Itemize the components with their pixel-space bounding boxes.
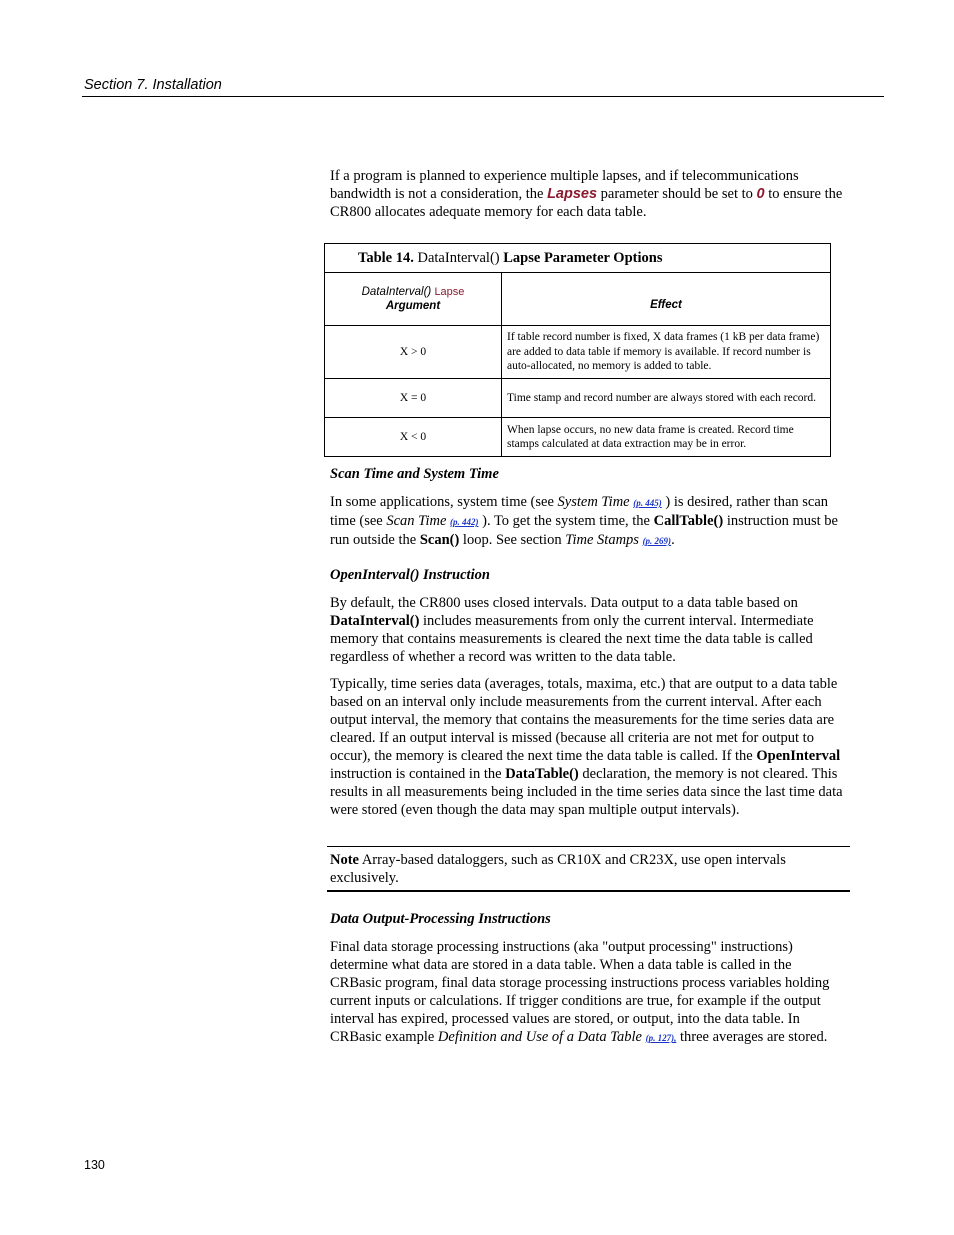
time-stamps-ref: Time Stamps xyxy=(565,532,639,548)
scan-instruction: Scan() xyxy=(419,532,460,548)
scan-text: . xyxy=(671,532,675,548)
argument-cell: X < 0 xyxy=(325,418,502,457)
openinterval-paragraph-2 xyxy=(330,675,846,819)
arg-header-lapse: Lapse xyxy=(434,286,465,298)
scan-text: loop. See section xyxy=(459,532,566,548)
intro-text: parameter should be set to xyxy=(597,186,757,202)
openinterval-text: declaration, the memory is not cleared. This results in all measurements being included in the time series data since the last time data were stored (even though the data may span multiple output intervals). xyxy=(330,766,843,818)
intro-text: If a program is planned to experience multiple lapses, and if telecommunications bandwidth is not a consideration, the xyxy=(330,168,799,202)
output-text: three averages are stored. xyxy=(676,1029,828,1045)
page-number: 130 xyxy=(84,1158,105,1172)
data-table-example-ref: Definition and Use of a Data Table xyxy=(437,1029,642,1045)
scan-text: ). To get the system time, the xyxy=(478,513,654,529)
datainterval-instruction: DataInterval() xyxy=(330,613,420,629)
scan-time-page-link[interactable]: (p. 442) xyxy=(450,517,479,527)
scan-text: In some applications, system time (see xyxy=(330,494,558,510)
scan-text: ) is desired, rather than scan time (see xyxy=(330,494,829,529)
openinterval-heading: OpenInterval() Instruction xyxy=(330,567,490,583)
caption-title: Lapse Parameter Options xyxy=(503,249,663,266)
openinterval-paragraph-1 xyxy=(330,594,846,666)
lapses-parameter: Lapses xyxy=(547,186,598,202)
zero-value: 0 xyxy=(756,186,765,202)
system-time-ref: System Time xyxy=(557,494,630,510)
effect-column-header: Effect xyxy=(502,273,831,326)
argument-cell: X = 0 xyxy=(325,379,502,418)
data-table-example-page-link[interactable]: (p. 127), xyxy=(645,1033,677,1043)
effect-cell: When lapse occurs, no new data frame is created. Record time stamps calculated at data extraction may be in error. xyxy=(502,418,831,457)
scan-text: instruction must be run outside the xyxy=(330,513,838,548)
output-processing-heading: Data Output-Processing Instructions xyxy=(330,911,551,927)
table-caption xyxy=(325,244,831,273)
datatable-instruction: DataTable() xyxy=(505,766,579,782)
arg-header-argument: Argument xyxy=(385,300,441,312)
arg-header-function: DataInterval() xyxy=(361,286,432,298)
scan-time-ref: Scan Time xyxy=(386,513,447,529)
intro-text: to ensure the CR800 allocates adequate memory for each data table. xyxy=(330,186,843,220)
openinterval-text: instruction is contained in the xyxy=(330,766,506,782)
argument-cell: X > 0 xyxy=(325,326,502,379)
section-header: Section 7. Installation xyxy=(84,77,222,93)
openinterval-instruction: OpenInterval xyxy=(756,748,841,764)
effect-cell: If table record number is fixed, X data frames (1 kB per data frame) are added to data table if memory is available. If record number is auto-allocated, no memory is added to table. xyxy=(502,326,831,379)
table-row xyxy=(325,326,831,379)
output-text: Final data storage processing instructions (aka "output processing" instructions) determine what data are stored in a data table. When a data table is called in the CRBasic program, final data storage processing instructions process variables holding current inputs or calculations. If trigger conditions are true, for example if the output interval has expired, processed values are stored, or output, into the data table. In CRBasic example xyxy=(330,939,830,1045)
intro-paragraph xyxy=(330,167,846,221)
openinterval-text: Typically, time series data (averages, totals, maxima, etc.) that are output to a data table based on an interval only include measurements from the current interval. After each output interval, the memory that contains the measurements for the time series data are cleared. If an output interval is missed (because all criteria are not met for output to occur), the memory is cleared the next time the data table is called. If the xyxy=(330,676,838,764)
lapse-parameter-table xyxy=(324,243,831,457)
note-label: Note xyxy=(330,852,359,868)
note-box xyxy=(327,846,850,892)
table-row xyxy=(325,379,831,418)
scan-time-paragraph xyxy=(330,493,846,550)
openinterval-text: includes measurements from only the current interval. Intermediate memory that contains measurements is cleared the next time the data table is called regardless of whether a record was written to the data table. xyxy=(330,613,814,665)
argument-column-header xyxy=(325,273,502,326)
openinterval-text: By default, the CR800 uses closed intervals. Data output to a data table based on xyxy=(330,595,798,611)
output-processing-paragraph xyxy=(330,938,846,1047)
note-text: Array-based dataloggers, such as CR10X and CR23X, use open intervals exclusively. xyxy=(330,852,786,886)
calltable-instruction: CallTable() xyxy=(653,513,724,529)
effect-cell: Time stamp and record number are always stored with each record. xyxy=(502,379,831,418)
caption-number: Table 14. xyxy=(358,249,414,266)
caption-function: DataInterval() xyxy=(413,249,504,266)
system-time-page-link[interactable]: (p. 445) xyxy=(633,498,662,508)
table-row xyxy=(325,418,831,457)
scan-time-heading: Scan Time and System Time xyxy=(330,466,499,482)
time-stamps-page-link[interactable]: (p. 269) xyxy=(642,536,672,546)
header-rule xyxy=(82,96,884,97)
